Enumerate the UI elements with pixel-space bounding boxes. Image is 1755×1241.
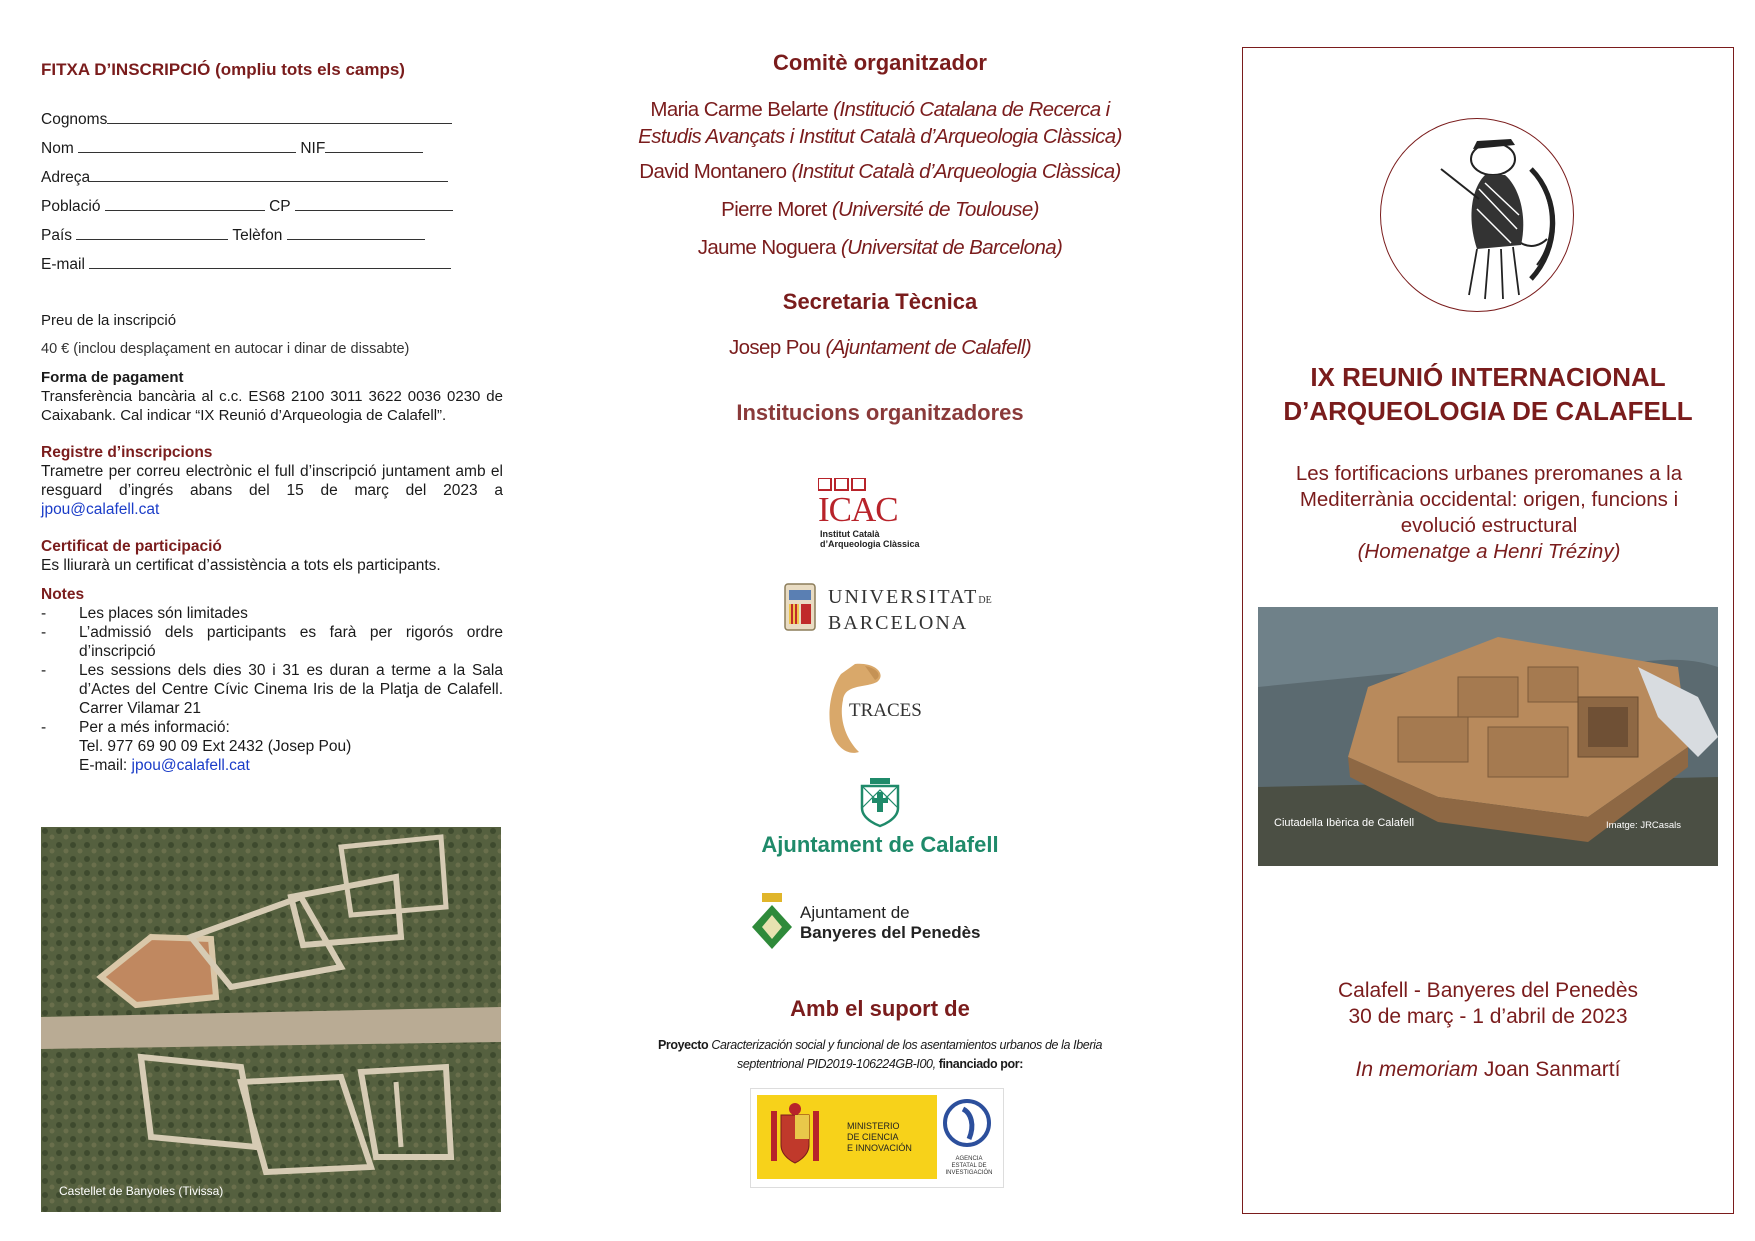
- cognoms-blank[interactable]: [107, 109, 452, 124]
- note-item: - Les sessions dels dies 30 i 31 es duran a terme a la Sala d’Actes del Centre Cívic Cinema Iris de la Platja de Calafell. Carrer Vilamar 21: [41, 662, 503, 717]
- notes-heading: Notes: [41, 586, 85, 603]
- registration-text: Trametre per correu electrònic el full d’inscripció juntament amb el resguard d’ingrés abans del 15 de març del 2023 a: [41, 463, 503, 499]
- citadel-credit: Imatge: JRCasals: [1606, 820, 1681, 831]
- icac-name: Institut Català d’Arqueologia Clàssica: [820, 529, 920, 549]
- form-title: FITXA D’INSCRIPCIÓ (ompliu tots els camps): [41, 60, 405, 79]
- price-heading: Preu de la inscripció: [41, 312, 177, 329]
- registration-panel: [41, 60, 503, 775]
- note-item: - Les places són limitades: [41, 605, 248, 622]
- ub-wordmark: UNIVERSITATDE BARCELONA: [828, 586, 992, 634]
- nom-blank[interactable]: [78, 138, 296, 153]
- left-photo-caption: Castellet de Banyoles (Tivissa): [59, 1184, 224, 1198]
- cover-memoriam: In memoriam Joan Sanmartí: [1355, 1058, 1621, 1081]
- spain-coat-of-arms-icon: [765, 1101, 825, 1173]
- castellet-photo: [41, 827, 501, 1212]
- support-project: Proyecto Caracterización social y funcional de los asentamientos urbanos de la Iberia septentrional PID2019-106224GB-I00, financiado por:: [657, 1038, 1103, 1071]
- form-field-cognoms[interactable]: [41, 109, 503, 138]
- committee-member: David Montanero (Institut Català d’Arqueologia Clàssica): [639, 160, 1121, 183]
- certificate-heading: Certificat de participació: [41, 538, 222, 555]
- email-label: E-mail: [41, 256, 85, 273]
- warrior-drawing-icon: [1381, 119, 1573, 311]
- cover-subtitle: Les fortificacions urbanes preromanes a la Mediterrània occidental: origen, funcions i evolució estructural (Homenatge a Henri Tréziny): [1263, 461, 1715, 565]
- calafell-wordmark: Ajuntament de Calafell: [761, 832, 999, 857]
- icac-abbr: ICAC: [818, 490, 898, 529]
- telefon-blank[interactable]: [287, 225, 425, 240]
- adreca-blank[interactable]: [90, 167, 448, 182]
- institutions-heading: Institucions organitzadores: [736, 400, 1024, 425]
- committee-heading: Comitè organitzador: [773, 50, 987, 75]
- committee-member: Pierre Moret (Université de Toulouse): [721, 198, 1039, 221]
- committee-member: Maria Carme Belarte (Institució Catalana de Recerca i Estudis Avançats i Institut Català d’Arqueologia Clàssica): [638, 98, 1122, 148]
- registration-email-link[interactable]: jpou@calafell.cat: [41, 501, 160, 518]
- ub-shield-icon: [783, 582, 817, 632]
- info-email-label: E-mail:: [79, 757, 128, 774]
- form-field-email[interactable]: [41, 254, 503, 283]
- email-blank[interactable]: [89, 254, 451, 269]
- citadel-photo: [1258, 607, 1718, 866]
- traces-wordmark: TRACES: [849, 700, 922, 721]
- banyeres-wordmark: Ajuntament de Banyeres del Penedès: [800, 903, 981, 942]
- nom-label: Nom: [41, 140, 74, 157]
- agency-logo: [941, 1095, 997, 1181]
- citadel-caption: Ciutadella Ibèrica de Calafell: [1274, 817, 1415, 829]
- banyeres-logo: [750, 893, 1010, 953]
- nif-label: NIF: [300, 140, 326, 157]
- iberian-warrior-emblem: [1380, 118, 1574, 312]
- secretariat-member: Josep Pou (Ajuntament de Calafell): [728, 336, 1032, 359]
- note-item: - L’admissió dels participants es farà per rigorós ordre d’inscripció: [41, 624, 503, 660]
- price-text: 40 € (inclou desplaçament en autocar i dinar de dissabte): [41, 341, 410, 357]
- pais-blank[interactable]: [76, 225, 228, 240]
- aerial-site-image: [41, 827, 501, 1212]
- ministry-logo: [757, 1095, 937, 1179]
- pais-label: País: [41, 227, 73, 244]
- cp-blank[interactable]: [295, 196, 453, 211]
- note-item-info: - Per a més informació: Tel. 977 69 90 09 Ext 2432 (Josep Pou) E-mail: jpou@calafell.cat: [41, 719, 352, 774]
- organizers-panel: [590, 50, 1170, 426]
- info-tel: Tel. 977 69 90 09 Ext 2432 (Josep Pou): [79, 738, 352, 755]
- info-email-link[interactable]: jpou@calafell.cat: [131, 757, 250, 774]
- form-field-nom[interactable]: [41, 138, 503, 167]
- info-label: Per a més informació:: [79, 719, 230, 736]
- committee-member: Jaume Noguera (Universitat de Barcelona): [697, 236, 1063, 259]
- agency-name: AGENCIA ESTATAL DE INVESTIGACIÓN: [945, 1156, 993, 1176]
- poblacio-label: Població: [41, 198, 101, 215]
- ministry-name: MINISTERIO DE CIENCIA E INNOVACIÓN: [847, 1121, 912, 1153]
- form-field-adreca[interactable]: [41, 167, 503, 196]
- certificate-text: Es lliurarà un certificat d’assistència a tots els participants.: [41, 557, 441, 574]
- telefon-label: Telèfon: [232, 227, 283, 244]
- cognoms-label: Cognoms: [41, 111, 108, 128]
- nif-blank[interactable]: [325, 138, 423, 153]
- adreca-label: Adreça: [41, 169, 91, 186]
- form-field-poblacio[interactable]: [41, 196, 503, 225]
- calafell-logo: [745, 778, 1015, 860]
- cover-panel: [1242, 47, 1734, 1214]
- payment-heading: Forma de pagament: [41, 369, 184, 386]
- cp-label: CP: [269, 198, 291, 215]
- icac-logo: [818, 478, 968, 548]
- aei-logo-icon: [941, 1095, 997, 1151]
- traces-logo: [825, 660, 935, 760]
- support-heading: Amb el suport de: [790, 996, 970, 1021]
- secretariat-heading: Secretaria Tècnica: [782, 289, 978, 314]
- ministry-agency-logo: [750, 1088, 1004, 1188]
- banyeres-shield-icon: [750, 893, 794, 951]
- ub-logo: [783, 582, 993, 637]
- registration-block: [41, 462, 503, 519]
- support-section: [590, 996, 1170, 1074]
- cover-title: IX REUNIÓ INTERNACIONAL D’ARQUEOLOGIA DE CALAFELL: [1283, 362, 1693, 426]
- cover-place-dates: Calafell - Banyeres del Penedès 30 de març - 1 d’abril de 2023: [1337, 979, 1638, 1028]
- cover-homage: (Homenatge a Henri Tréziny): [1357, 540, 1621, 563]
- poblacio-blank[interactable]: [105, 196, 265, 211]
- registration-heading: Registre d’inscripcions: [41, 444, 213, 461]
- payment-text: Transferència bancària al c.c. ES68 2100 3011 3622 0036 0230 de Caixabank. Cal indicar “IX Reunió d’Arqueologia de Calafell”.: [41, 388, 503, 424]
- form-field-pais[interactable]: [41, 225, 503, 254]
- calafell-shield-icon: [858, 778, 902, 828]
